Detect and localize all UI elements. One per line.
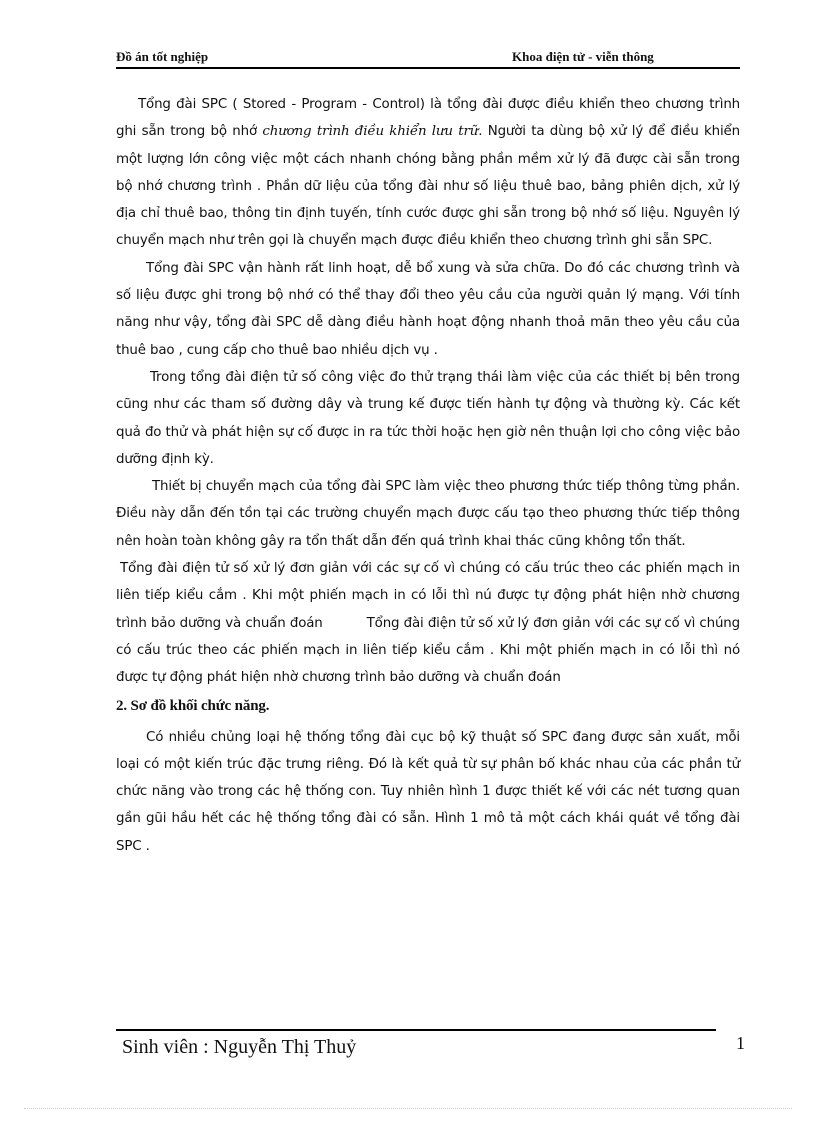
paragraph-spc-flexibility: Tổng đài SPC vận hành rất linh hoạt, dễ bổ xung và sửa chữa. Do đó các chương trình và số liệu được ghi trong bộ nhớ có thể thay đổi theo yêu cầu của người quản lý mạng. Với tính năng như vậy, tổng đài SPC dễ dàng điều hành hoạt động nhanh thoả mãn theo yêu cầu của thuê bao , cung cấp cho thuê bao nhiều dịch vụ . [116,260,740,358]
header-thesis-title: Đồ án tốt nghiệp [116,49,209,64]
paragraph-text: Tổng đài SPC ( Stored - Program - Control) là tổng đài được điều khiển theo chương trình ghi sẵn trong bộ nhớ [116,97,740,140]
paragraph-fault-handling [116,555,740,691]
page-edge-line [24,1108,792,1109]
header-divider [116,67,740,69]
section-heading: 2. Sơ đồ khối chức năng. [116,697,270,714]
paragraph-block-diagram: Có nhiều chủng loại hệ thống tổng đài cục bộ kỹ thuật số SPC đang được sản xuất, mỗi loại có một kiến trúc đặc trưng riêng. Đó là kết quả từ sự phân bố khác nhau của các phần tử chức năng vào trong các hệ thống con. Tuy nhiên hình 1 được thiết kế với các nét tương quan gần gũi hầu hết các hệ thống tổng đài có sẵn. Hình 1 mô tả một cách khái quát về tổng đài SPC . [116,729,740,854]
footer-student-name: Sinh viên : Nguyễn Thị Thuỷ [122,1036,357,1058]
document-body [116,91,740,860]
paragraph-text: Tổng đài điện tử số xử lý đơn giản với các sự cố vì chúng có cấu trúc theo các phiến mạch in liên tiếp kiểu cắm . Khi một phiến mạch in có lỗi thì nú được tự động phát hiện nhờ chương trình bảo dưỡng và chuẩn đoán [116,561,740,631]
footer-divider [116,1029,716,1031]
emphasized-term: chương trình điều khiển lưu trữ. [262,124,483,140]
paragraph-text-repeated: Tổng đài điện tử số xử lý đơn giản với các sự cố vì chúng có cấu trúc theo các phiến mạch in liên tiếp kiểu cắm . Khi một phiến mạch in có lỗi thì nó được tự động phát hiện nhờ chương trình bảo dưỡng và chuẩn đoán [116,615,740,686]
paragraph-testing: Trong tổng đài điện tử số công việc đo thử trạng thái làm việc của các thiết bị bên trong cũng như các tham số đường dây và trung kế được tiến hành tự động và thường kỳ. Các kết quả đo thử và phát hiện sự cố được in ra tức thời hoặc hẹn giờ nên thuận lợi cho công việc bảo dưỡng định kỳ. [116,369,740,467]
page-number: 1 [736,1033,745,1053]
paragraph-switching: Thiết bị chuyển mạch của tổng đài SPC làm việc theo phương thức tiếp thông từng phần. Điều này dẫn đến tồn tại các trường chuyển mạch được cấu tạo theo phương thức tiếp thông nên hoàn toàn không gây ra tổn thất dẫn đến quá trình khai thác cũng không tổn thất. [116,479,740,549]
paragraph-spc-definition [116,91,740,255]
header-faculty: Khoa điện tử - viễn thông [512,49,654,64]
paragraph-text: Người ta dùng bộ xử lý để điều khiển một lượng lớn công việc một cách nhanh chóng bằng phần mềm xử lý đã được cài sẵn trong bộ nhớ chương trình . Phần dữ liệu của tổng đài như số liệu thuê bao, bảng phiên dịch, xử lý địa chỉ thuê bao, thông tin định tuyến, tính cước được ghi sẵn trong bộ nhớ số liệu. Nguyên lý chuyển mạch như trên gọi là chuyển mạch được điều khiển theo chương trình ghi sẵn SPC. [116,124,740,249]
page-header [116,47,740,67]
